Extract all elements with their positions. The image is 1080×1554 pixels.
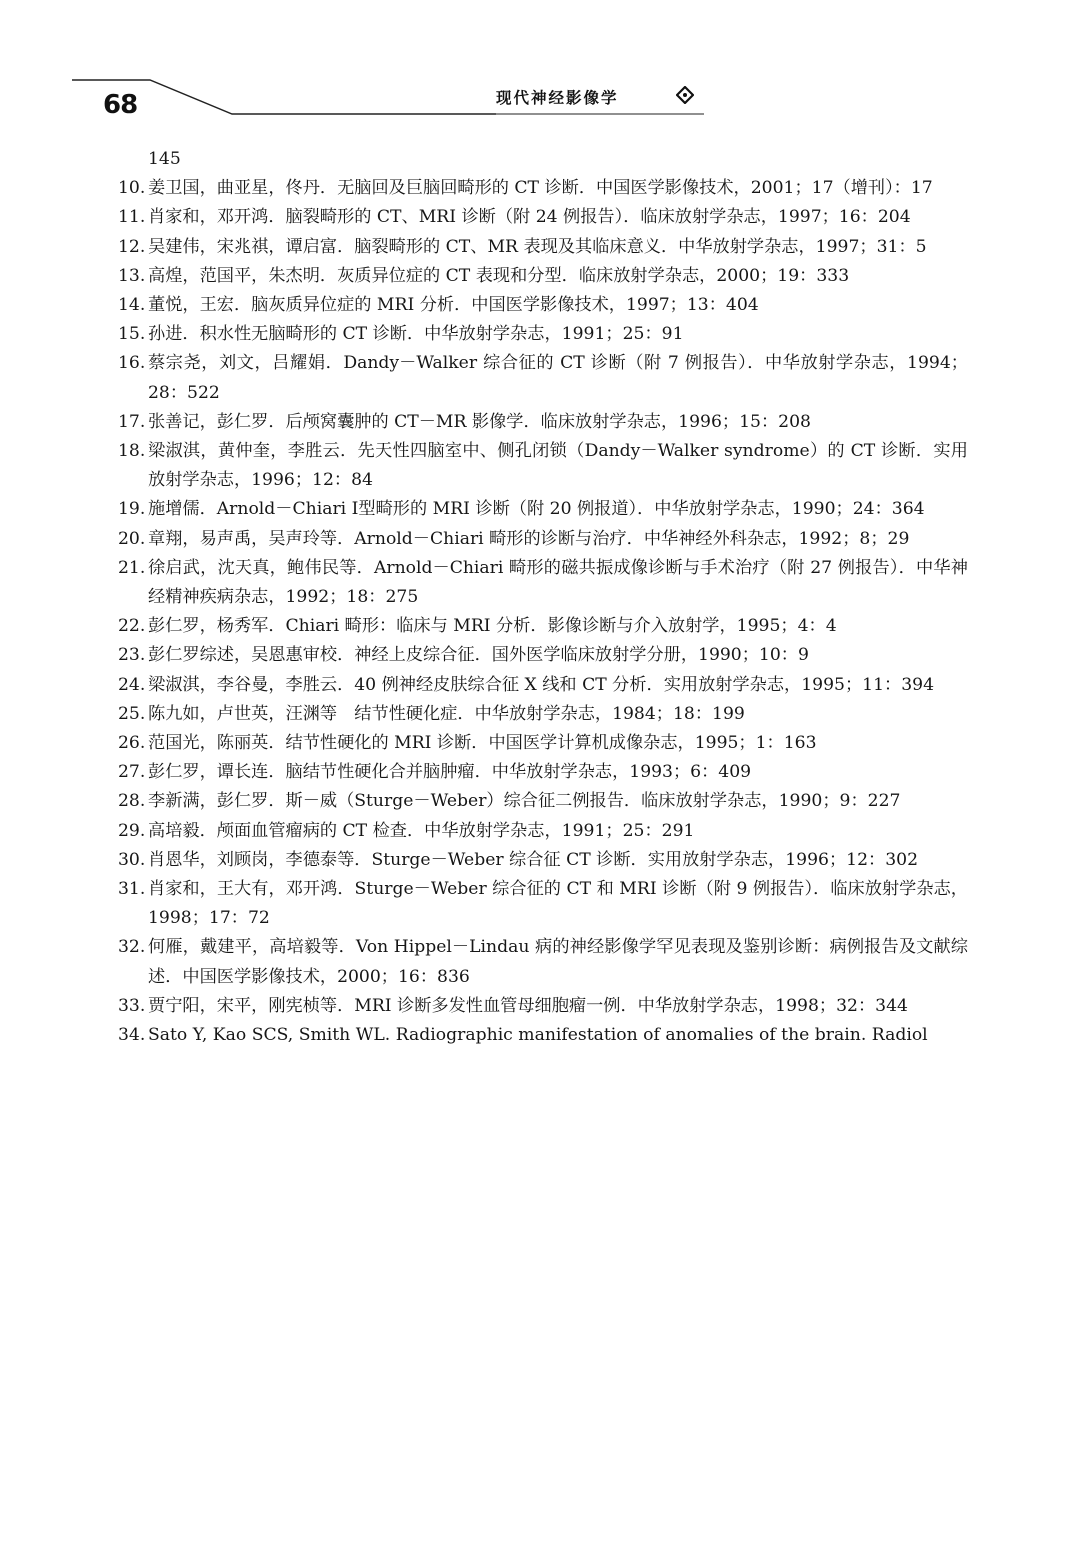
reference-text: Sato Y, Kao SCS, Smith WL. Radiographic manifestation of anomalies of the brain. Radiol — [148, 1025, 928, 1046]
reference-text: 肖恩华，刘顾岗，李德泰等．Sturge－Weber 综合征 CT 诊断．实用放射学杂志，1996；12：302 — [148, 849, 919, 870]
reference-item — [118, 758, 968, 787]
reference-text: 梁淑淇，黄仲奎，李胜云．先天性四脑室中、侧孔闭锁（Dandy－Walker syndrome）的 CT 诊断．实用放射学杂志，1996；12：84 — [148, 441, 968, 491]
reference-text: 施增儒．Arnold－Chiari Ⅰ型畸形的 MRI 诊断（附 20 例报道）．中华放射学杂志，1990；24：364 — [148, 499, 925, 520]
reference-item — [118, 817, 968, 846]
reference-item — [118, 641, 968, 670]
reference-item — [118, 495, 968, 524]
reference-text: 彭仁罗综述，吴恩惠审校．神经上皮综合征．国外医学临床放射学分册，1990；10：9 — [148, 645, 809, 666]
reference-text: 梁淑淇，李谷曼，李胜云．40 例神经皮肤综合征 X 线和 CT 分析．实用放射学杂志，1995；11：394 — [148, 674, 935, 695]
reference-item — [118, 933, 968, 991]
reference-item — [118, 349, 968, 407]
reference-entries — [118, 174, 968, 1050]
reference-text: 孙进．积水性无脑畸形的 CT 诊断．中华放射学杂志，1991；25：91 — [148, 324, 684, 345]
reference-text: 肖家和，邓开鸿．脑裂畸形的 CT、MRI 诊断（附 24 例报告）．临床放射学杂志，1997；16：204 — [148, 207, 911, 228]
reference-text: 彭仁罗，谭长连．脑结节性硬化合并脑肿瘤．中华放射学杂志，1993；6：409 — [148, 762, 752, 783]
reference-number: 18. — [118, 441, 146, 462]
reference-text: 董悦，王宏．脑灰质异位症的 MRI 分析．中国医学影像技术，1997；13：404 — [148, 295, 759, 316]
reference-text: 范国光，陈丽英．结节性硬化的 MRI 诊断．中国医学计算机成像杂志，1995；1：163 — [148, 733, 817, 754]
reference-number: 10. — [118, 178, 146, 199]
reference-number: 31. — [118, 879, 146, 900]
page-number: 68 — [103, 90, 138, 120]
running-title: 现代神经影像学 — [496, 89, 619, 107]
reference-item — [118, 437, 968, 495]
reference-number: 15. — [118, 324, 146, 345]
reference-item — [118, 408, 968, 437]
reference-number: 26. — [118, 733, 146, 754]
reference-item — [118, 671, 968, 700]
reference-text: 章翔，易声禹，吴声玲等．Arnold－Chiari 畸形的诊断与治疗．中华神经外科杂志，1992；8；29 — [148, 528, 910, 549]
reference-number: 16. — [118, 353, 146, 374]
reference-number: 34. — [118, 1025, 146, 1046]
reference-item — [118, 1021, 968, 1050]
header-rule — [0, 0, 1080, 130]
reference-item — [118, 174, 968, 203]
reference-number: 17. — [118, 411, 146, 432]
reference-number: 32. — [118, 937, 146, 958]
reference-item — [118, 729, 968, 758]
reference-number: 19. — [118, 499, 146, 520]
reference-text: 贾宁阳，宋平，刚宪桢等．MRI 诊断多发性血管母细胞瘤一例．中华放射学杂志，1998；32：344 — [148, 995, 908, 1016]
reference-text: 高培毅．颅面血管瘤病的 CT 检查．中华放射学杂志，1991；25：291 — [148, 820, 695, 841]
reference-text: 蔡宗尧，刘文，吕耀娟．Dandy－Walker 综合征的 CT 诊断（附 7 例报告）．中华放射学杂志，1994；28：522 — [148, 353, 968, 403]
reference-number: 23. — [118, 645, 146, 666]
reference-item — [118, 554, 968, 612]
reference-number: 20. — [118, 528, 146, 549]
reference-text: 彭仁罗，杨秀军．Chiari 畸形：临床与 MRI 分析．影像诊断与介入放射学，1995；4：4 — [148, 616, 837, 637]
reference-number: 27. — [118, 762, 146, 783]
reference-item — [118, 203, 968, 232]
reference-text: 徐启武，沈天真，鲍伟民等．Arnold－Chiari 畸形的磁共振成像诊断与手术治疗（附 27 例报告）．中华神经精神疾病杂志，1992；18：275 — [148, 557, 968, 608]
reference-item — [118, 787, 968, 816]
reference-number: 28. — [118, 791, 146, 812]
reference-number: 14. — [118, 295, 146, 316]
reference-item — [118, 846, 968, 875]
reference-number: 22. — [118, 616, 146, 637]
reference-number: 24. — [118, 674, 146, 695]
reference-number: 33. — [118, 995, 146, 1016]
reference-number: 29. — [118, 820, 146, 841]
reference-number: 25. — [118, 703, 146, 724]
reference-text: 李新满，彭仁罗．斯－威（Sturge－Weber）综合征二例报告．临床放射学杂志，1990；9：227 — [148, 791, 901, 812]
reference-list — [118, 145, 968, 1050]
reference-item — [118, 525, 968, 554]
reference-text: 何雁，戴建平，高培毅等．Von Hippel－Lindau 病的神经影像学罕见表现及鉴别诊断：病例报告及文献综述．中国医学影像技术，2000；16：836 — [148, 937, 968, 987]
reference-item — [118, 262, 968, 291]
reference-number: 11. — [118, 207, 146, 228]
reference-text: 吴建伟，宋兆祺，谭启富．脑裂畸形的 CT、MR 表现及其临床意义．中华放射学杂志，1997；31：5 — [148, 236, 927, 257]
reference-item — [118, 992, 968, 1021]
reference-item — [118, 233, 968, 262]
reference-text: 张善记，彭仁罗．后颅窝囊肿的 CT－MR 影像学．临床放射学杂志，1996；15：208 — [148, 411, 811, 432]
reference-number: 13. — [118, 265, 146, 286]
reference-item — [118, 612, 968, 641]
reference-item — [118, 320, 968, 349]
reference-number: 21. — [118, 557, 146, 578]
reference-text: 肖家和，王大有，邓开鸿．Sturge－Weber 综合征的 CT 和 MRI 诊断（附 9 例报告）．临床放射学杂志，1998；17：72 — [148, 879, 968, 929]
reference-item — [118, 875, 968, 933]
reference-item — [118, 700, 968, 729]
diamond-ornament-icon — [676, 86, 694, 104]
reference-number: 30. — [118, 849, 146, 870]
reference-text: 高煌，范国平，朱杰明．灰质异位症的 CT 表现和分型．临床放射学杂志，2000；19：333 — [148, 265, 850, 286]
reference-item — [118, 291, 968, 320]
reference-text: 陈九如，卢世英，汪渊等 结节性硬化症．中华放射学杂志，1984；18：199 — [148, 703, 745, 724]
continuation-line: 145 — [148, 149, 181, 169]
reference-number: 12. — [118, 236, 146, 257]
reference-text: 姜卫国，曲亚星，佟丹．无脑回及巨脑回畸形的 CT 诊断．中国医学影像技术，2001；17（增刊）：17 — [148, 178, 933, 199]
